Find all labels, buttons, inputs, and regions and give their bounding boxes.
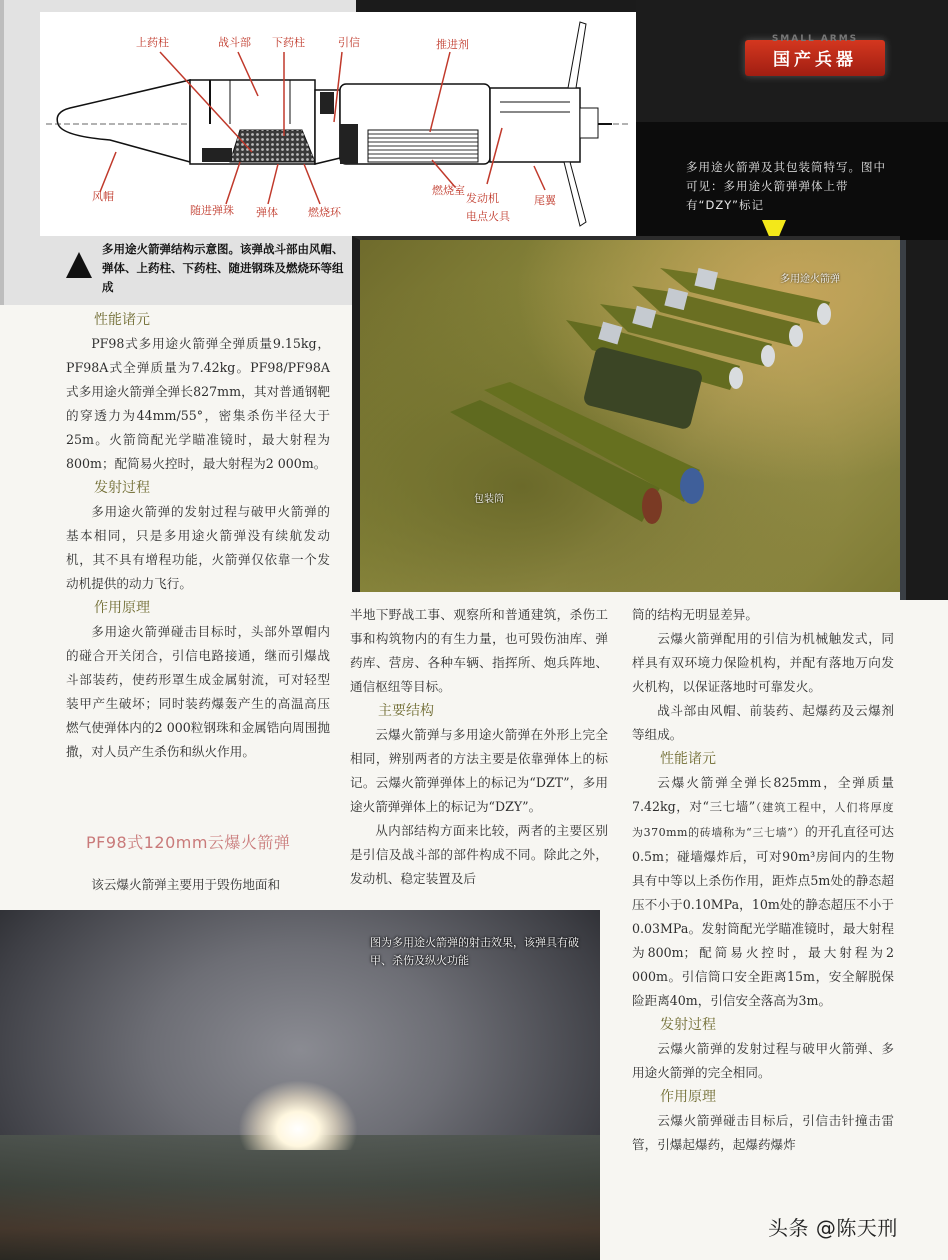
paragraph-fuze: 云爆火箭弹配用的引信为机械触发式，同样具有双环境力保险机构，并配有落地万向发火机构，以保证落地时可靠发火。 <box>632 631 894 694</box>
paragraph-working-principle: 多用途火箭弹碰击目标时，头部外罩帽内的碰合开关闭合，引信电路接通，继而引爆战斗部装药，使药形罩生成金属射流，可对轻型装甲产生破坏；同时装药爆轰产生的高温高压燃气使弹体内的2 000粒钢珠和金属锆向周围抛撒，对人员产生杀伤和纵火作用。 <box>66 624 330 759</box>
heading-launch-process: 发射过程 <box>94 480 150 496</box>
photo-ground <box>0 1135 600 1260</box>
section-badge <box>745 34 885 76</box>
label-fuze: 引信 <box>338 36 360 49</box>
label-motor: 发动机 <box>466 192 499 205</box>
label-combustion-chamber: 燃烧室 <box>432 184 465 197</box>
label-projectile-body: 弹体 <box>256 206 278 219</box>
paragraph-structure-1: 云爆火箭弹与多用途火箭弹在外形上完全相同，辨别两者的方法主要是依靠弹体上的标记。云爆火箭弹弹体上的标记为“DZT”，多用途火箭弹弹体上的标记为“DZY”。 <box>350 727 608 814</box>
rockets-illustration <box>360 240 900 592</box>
label-incendiary-ring: 燃烧环 <box>308 206 341 219</box>
diagram-caption-block <box>62 238 352 300</box>
label-warhead: 战斗部 <box>218 36 251 49</box>
firing-effect-caption: 图为多用途火箭弹的射击效果，该弹具有破甲、杀伤及纵火功能 <box>370 936 579 967</box>
brand-name: SMALL ARMS <box>771 34 859 44</box>
middle-text-column <box>350 603 608 891</box>
performance-text-b: 的开孔直径可达0.5m；碰墙爆炸后，可对90m³房间内的生物具有中等以上杀伤作用，距炸点5m处的静态超压不小于0.10MPa，10m处的静态超压不小于0.03MPa。发射筒配光学瞄准镜时，最大射程为800m；配简易火控时，最大射程为2 000m。引信筒口安全距离15m，安全解脱保险距离40m，引信安全落高为3m。 <box>632 824 895 1008</box>
triangle-up-icon <box>66 252 92 278</box>
label-tail-fin: 尾翼 <box>534 194 556 207</box>
paragraph-targets: 半地下野战工事、观察所和普通建筑，杀伤工事和构筑物内的有生力量，也可毁伤油库、弹药库、营房、各种车辆、指挥所、炮兵阵地、通信枢纽等目标。 <box>350 607 608 694</box>
performance-text-a: 云爆火箭弹全弹长825mm，全弹质量7.42kg，对“三七墙” <box>632 775 894 814</box>
paragraph-working-principle-2: 云爆火箭弹碰击目标后，引信击针撞击雷管，引爆起爆药，起爆药爆炸 <box>632 1113 894 1152</box>
paragraph-launch-process: 多用途火箭弹的发射过程与破甲火箭弹的基本相同，只是多用途火箭弹没有续航发动机，其不具有增程功能，火箭弹仅依靠一个发动机提供的动力飞行。 <box>66 504 330 591</box>
paragraph-structure-2: 从内部结构方面来比较，两者的主要区别是引信及战斗部的部件构成不同。除此之外，发动机、稳定装置及后 <box>350 823 608 886</box>
paragraph-structure-3: 筒的结构无明显差异。 <box>632 607 758 622</box>
label-windshield: 风帽 <box>92 190 114 203</box>
rockets-on-grass-photo <box>352 236 900 592</box>
label-lower-charge: 下药柱 <box>272 36 305 49</box>
diagram-caption: 多用途火箭弹结构示意图。该弹战斗部由风帽、弹体、上药柱、下药柱、随进钢珠及燃烧环等组成 <box>102 242 344 294</box>
label-upper-charge: 上药柱 <box>136 36 169 49</box>
label-follow-steel-balls: 随进弹珠 <box>190 204 234 217</box>
heading-launch-process-2: 发射过程 <box>660 1017 716 1033</box>
paragraph-performance-2 <box>632 771 894 1013</box>
paragraph-warhead: 战斗部由风帽、前装药、起爆药及云爆剂等组成。 <box>632 703 894 742</box>
article-intro: 该云爆火箭弹主要用于毁伤地面和 <box>91 877 281 892</box>
watermark: 头条 @陈天刑 <box>768 1216 898 1240</box>
label-igniter: 电点火具 <box>466 210 510 223</box>
heading-main-structure: 主要结构 <box>378 703 434 719</box>
tag-multipurpose-rocket: 多用途火箭弹 <box>780 274 840 285</box>
tag-launch-container: 包装筒 <box>474 494 504 505</box>
explosion-flash <box>238 1080 358 1150</box>
heading-working-principle: 作用原理 <box>94 600 150 616</box>
left-text-column <box>66 308 330 764</box>
performance-note: （建筑工程中，人们将厚度为370mm的砖墙称为“三七墙”） <box>632 801 894 839</box>
rocket-structure-diagram <box>40 12 636 236</box>
rocket-photo-caption: 多用途火箭弹及其包装筒特写。图中可见：多用途火箭弹弹体上带有“DZY”标记 <box>686 160 886 212</box>
right-text-column <box>632 603 894 1157</box>
paragraph-launch-process-2: 云爆火箭弹的发射过程与破甲火箭弹、多用途火箭弹的完全相同。 <box>632 1041 894 1080</box>
page-edge-strip <box>900 240 948 600</box>
section-badge-label: 国产兵器 <box>773 50 857 70</box>
heading-performance-2: 性能诸元 <box>660 751 716 767</box>
label-propellant: 推进剂 <box>436 38 469 51</box>
article-title: PF98式120mm云爆火箭弹 <box>86 833 291 852</box>
heading-performance: 性能诸元 <box>94 312 150 328</box>
heading-working-principle-2: 作用原理 <box>660 1089 716 1105</box>
paragraph-performance: PF98式多用途火箭弹全弹质量9.15kg，PF98A式全弹质量为7.42kg。PF98/PF98A式多用途火箭弹全弹长827mm，其对普通钢靶的穿透力为44mm/55°，密集杀伤半径大于25m。火箭筒配光学瞄准镜时，最大射程为800m；配简易火控时，最大射程为2 000m。 <box>66 336 330 471</box>
